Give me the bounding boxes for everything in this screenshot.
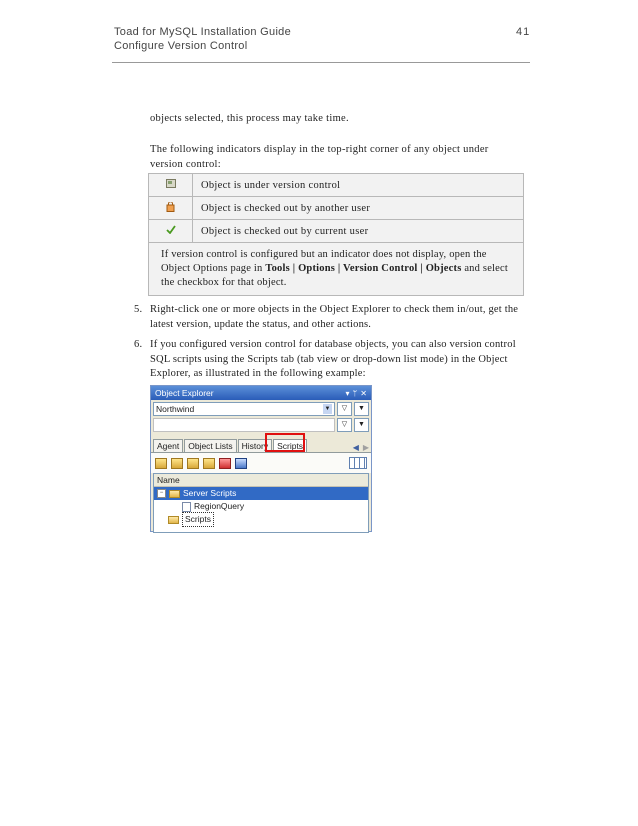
tab-scroll-right-icon[interactable]: ▶	[362, 443, 369, 452]
delete-icon[interactable]	[219, 458, 231, 469]
new-script-icon[interactable]	[155, 458, 167, 469]
filter-dropdown-icon[interactable]: ▼	[354, 402, 369, 416]
tree-node-scripts[interactable]: Scripts	[154, 513, 368, 526]
object-explorer-titlebar	[151, 386, 371, 400]
column-header-name[interactable]: Name	[154, 474, 368, 487]
indicator-text: Object is under version control	[193, 174, 524, 197]
tab-object-lists[interactable]: Object Lists	[184, 439, 236, 452]
folder-open-icon	[169, 490, 180, 498]
scripts-tree	[153, 473, 369, 533]
menu-path-options: Options	[298, 263, 336, 274]
indicator-note-row	[149, 243, 524, 296]
list-text: Right-click one or more objects in the Object Explorer to check them in/out, get the latest version, update the status, and other actions.	[150, 304, 519, 330]
tab-scripts[interactable]: Scripts	[273, 439, 307, 452]
header-divider	[112, 62, 530, 63]
checkmark-icon	[166, 225, 176, 234]
continuation-paragraph: objects selected, this process may take time.	[150, 113, 349, 124]
filter-icon[interactable]: ▽	[337, 402, 352, 416]
close-icon[interactable]: ✕	[360, 388, 367, 398]
chevron-down-icon: ▼	[324, 406, 331, 412]
pin-icon[interactable]: ᛘ	[352, 388, 358, 398]
scripts-toolbar	[151, 452, 371, 473]
list-number: 6.	[134, 339, 143, 350]
dropdown-icon[interactable]: ▾	[345, 388, 350, 398]
scripts-tab-highlight	[265, 433, 305, 452]
indicators-paragraph: The following indicators display in the top-right corner of any object under version control:	[150, 144, 489, 170]
indicator-row	[149, 220, 524, 243]
indicator-text: Object is checked out by current user	[193, 220, 524, 243]
connection-select[interactable]	[153, 402, 335, 416]
tree-node-server-scripts[interactable]: − Server Scripts	[154, 487, 368, 500]
menu-path-objects: Objects	[425, 263, 462, 274]
open-folder-icon[interactable]	[203, 458, 215, 469]
object-explorer-tabs	[151, 432, 371, 452]
list-text: If you configured version control for database objects, you can also version control SQL scripts using the Scripts tab (tab view or drop-down list mode) in the Object Explorer, as illustrated in the following example:	[150, 339, 516, 379]
indicator-row	[149, 174, 524, 197]
script-file-icon	[182, 502, 191, 512]
new-folder-icon[interactable]	[171, 458, 183, 469]
collapse-icon[interactable]: −	[157, 489, 166, 498]
tab-history[interactable]: History	[238, 439, 272, 452]
header-title: Toad for MySQL Installation Guide	[114, 26, 292, 38]
indicator-text: Object is checked out by another user	[193, 197, 524, 220]
checked-out-other-icon	[166, 202, 175, 212]
object-explorer-title: Object Explorer	[155, 388, 214, 398]
view-mode-icon[interactable]	[349, 457, 367, 469]
folder-icon	[168, 516, 179, 524]
rename-icon[interactable]	[235, 458, 247, 469]
tab-agent[interactable]: Agent	[153, 439, 183, 452]
object-explorer-window	[150, 385, 372, 532]
header-subtitle: Configure Version Control	[114, 40, 248, 52]
filter-field[interactable]	[153, 418, 335, 432]
indicator-row	[149, 197, 524, 220]
tab-scroll-left-icon[interactable]: ◀	[352, 443, 359, 452]
page-number: 41	[516, 26, 531, 38]
menu-path-tools: Tools	[265, 263, 290, 274]
menu-path-version-control: Version Control	[343, 263, 418, 274]
indicator-table	[148, 173, 524, 296]
add-script-icon[interactable]	[187, 458, 199, 469]
list-number: 5.	[134, 304, 143, 315]
connection-name: Northwind	[156, 404, 195, 414]
filter-icon[interactable]: ▽	[337, 418, 352, 432]
tree-node-regionquery[interactable]: RegionQuery	[154, 500, 368, 513]
filter-dropdown-icon[interactable]: ▼	[354, 418, 369, 432]
indicator-note: If version control is configured but an indicator does not display, open the Object Options page in Tools | Options | Version Control | Objects and select the checkbox for that object.	[149, 243, 524, 296]
version-control-icon	[166, 179, 176, 188]
